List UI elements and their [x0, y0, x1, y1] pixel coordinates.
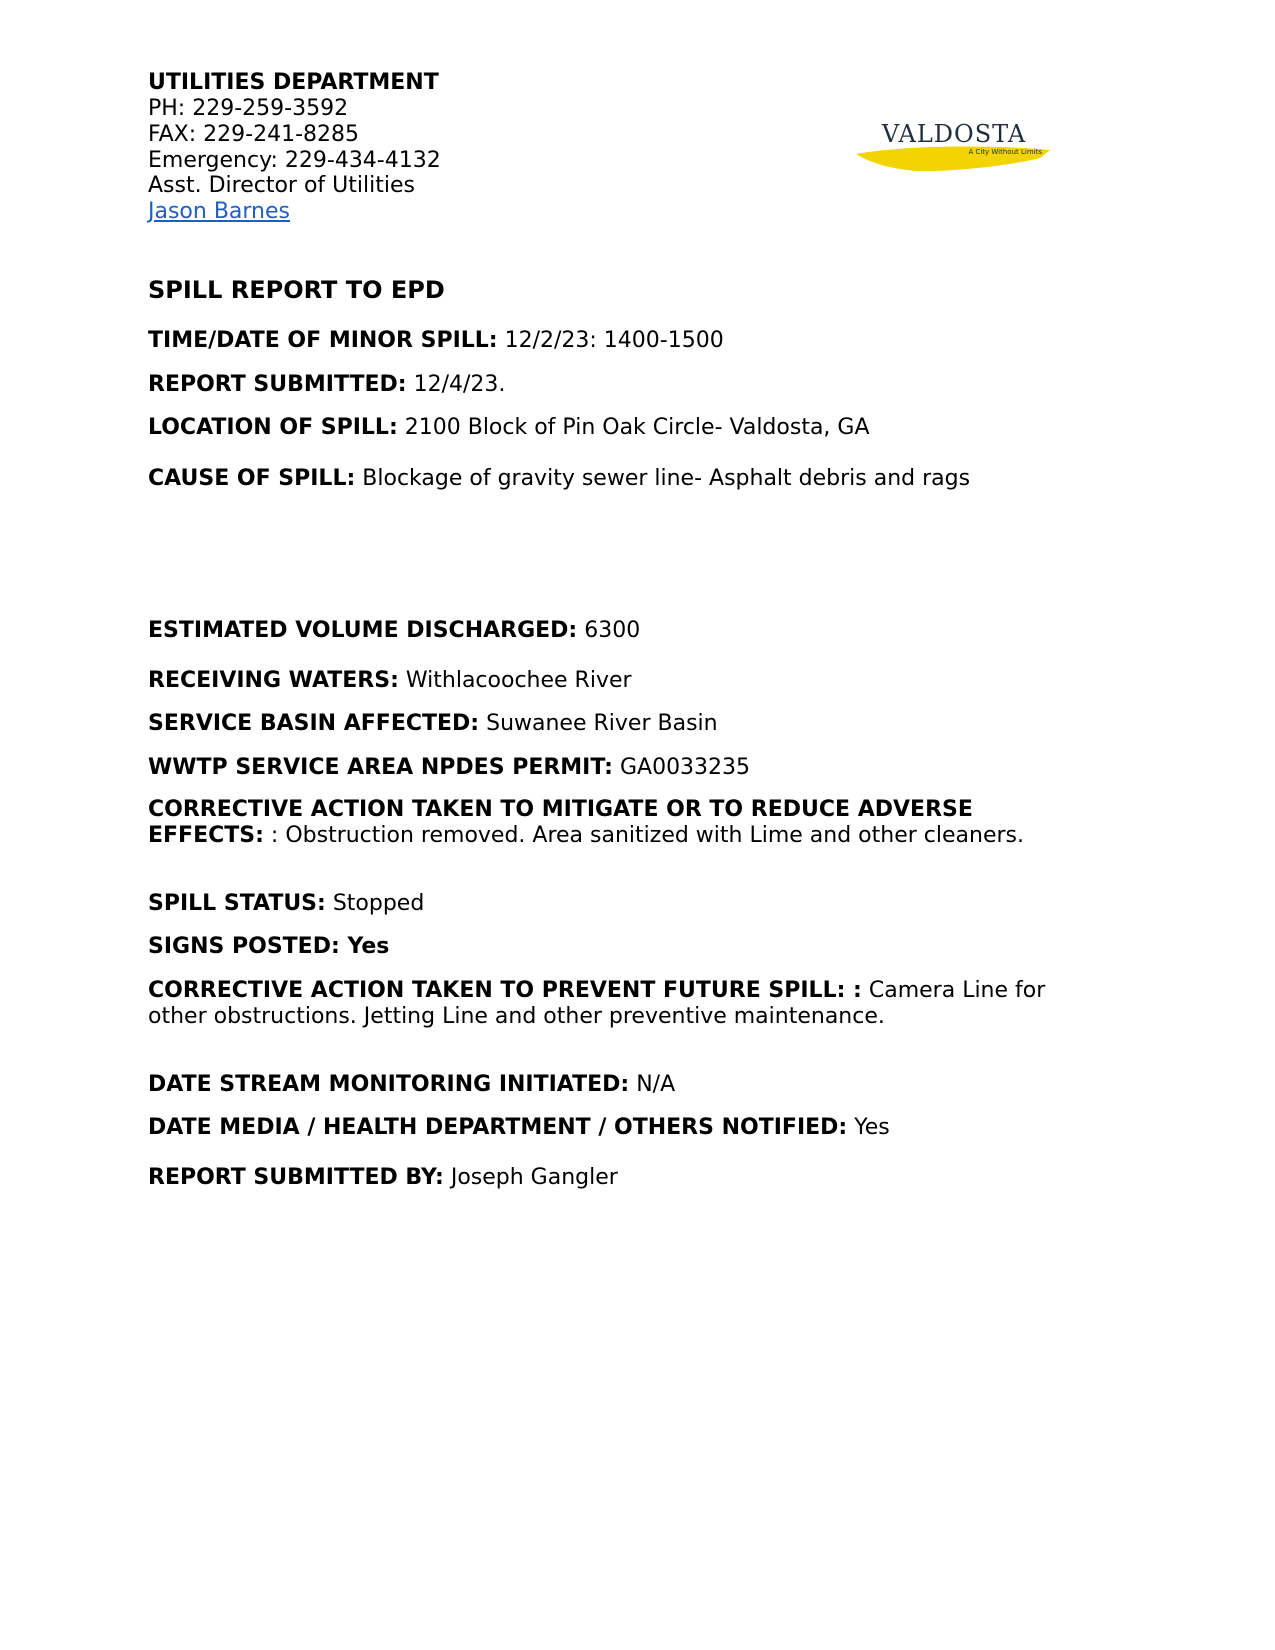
field-value: Withlacoochee River — [405, 668, 632, 693]
field-mitigation-label-line1: CORRECTIVE ACTION TAKEN TO MITIGATE OR TO REDUCE ADVERSE — [148, 797, 973, 822]
field-stream-monitoring — [148, 1072, 675, 1098]
svg-text:VALDOSTA: VALDOSTA — [881, 120, 1027, 148]
field-value: Joseph Gangler — [450, 1165, 618, 1190]
field-value: Stopped — [332, 891, 425, 916]
field-label: SERVICE BASIN AFFECTED: — [148, 711, 480, 736]
emergency-number: Emergency: 229-434-4132 — [148, 148, 441, 173]
field-location — [148, 415, 870, 441]
field-signs-posted — [148, 934, 389, 960]
field-submitted-by — [148, 1165, 618, 1191]
field-value: Camera Line for other obstructions. Jetting Line and other preventive maintenance. — [148, 978, 1046, 1029]
report-title: SPILL REPORT TO EPD — [148, 276, 445, 304]
field-label: TIME/DATE OF MINOR SPILL: — [148, 328, 498, 353]
contact-role: Asst. Director of Utilities — [148, 173, 415, 198]
field-label: SPILL STATUS: — [148, 891, 326, 916]
field-label: REPORT SUBMITTED: — [148, 372, 407, 397]
field-value: Blockage of gravity sewer line- Asphalt debris and rags — [362, 466, 971, 491]
field-spill-status — [148, 891, 424, 917]
field-notified — [148, 1115, 890, 1141]
department-name: UTILITIES DEPARTMENT — [148, 70, 439, 95]
field-value: 12/4/23. — [413, 372, 506, 397]
field-value: : Obstruction removed. Area sanitized with Lime and other cleaners. — [270, 823, 1024, 848]
field-value: 12/2/23: 1400-1500 — [504, 328, 724, 353]
field-value: Yes — [347, 934, 390, 959]
field-label: DATE STREAM MONITORING INITIATED: — [148, 1072, 630, 1097]
field-label: EFFECTS: — [148, 823, 264, 848]
field-value: Yes — [854, 1115, 890, 1140]
field-receiving-waters — [148, 668, 632, 694]
field-cause — [148, 466, 970, 492]
field-value: Suwanee River Basin — [486, 711, 718, 736]
field-label: CORRECTIVE ACTION TAKEN TO PREVENT FUTURE SPILL: : — [148, 978, 862, 1003]
field-value: N/A — [636, 1072, 676, 1097]
field-service-basin — [148, 711, 718, 737]
phone-number: PH: 229-259-3592 — [148, 96, 349, 121]
valdosta-logo-graphic — [854, 120, 1054, 180]
valdosta-logo — [854, 120, 1054, 180]
field-label: REPORT SUBMITTED BY: — [148, 1165, 444, 1190]
fax-number: FAX: 229-241-8285 — [148, 122, 360, 147]
field-label: ESTIMATED VOLUME DISCHARGED: — [148, 618, 578, 643]
field-label: DATE MEDIA / HEALTH DEPARTMENT / OTHERS NOTIFIED: — [148, 1115, 848, 1140]
contact-name-link[interactable]: Jason Barnes — [148, 199, 291, 224]
field-npdes-permit — [148, 755, 750, 781]
field-value: GA0033235 — [619, 755, 751, 780]
field-label: WWTP SERVICE AREA NPDES PERMIT: — [148, 755, 613, 780]
field-value: 2100 Block of Pin Oak Circle- Valdosta, GA — [404, 415, 870, 440]
field-label: RECEIVING WATERS: — [148, 668, 399, 693]
svg-text:A City Without Limits: A City Without Limits — [968, 148, 1042, 156]
field-label: CAUSE OF SPILL: — [148, 466, 356, 491]
field-time-date — [148, 328, 724, 354]
field-label: LOCATION OF SPILL: — [148, 415, 398, 440]
field-volume — [148, 618, 640, 644]
field-report-submitted — [148, 372, 505, 398]
field-mitigation — [148, 823, 1024, 849]
contact-name-block — [148, 199, 290, 226]
field-prevention — [148, 978, 1098, 1030]
field-value: 6300 — [584, 618, 641, 643]
field-label: SIGNS POSTED: — [148, 934, 340, 959]
